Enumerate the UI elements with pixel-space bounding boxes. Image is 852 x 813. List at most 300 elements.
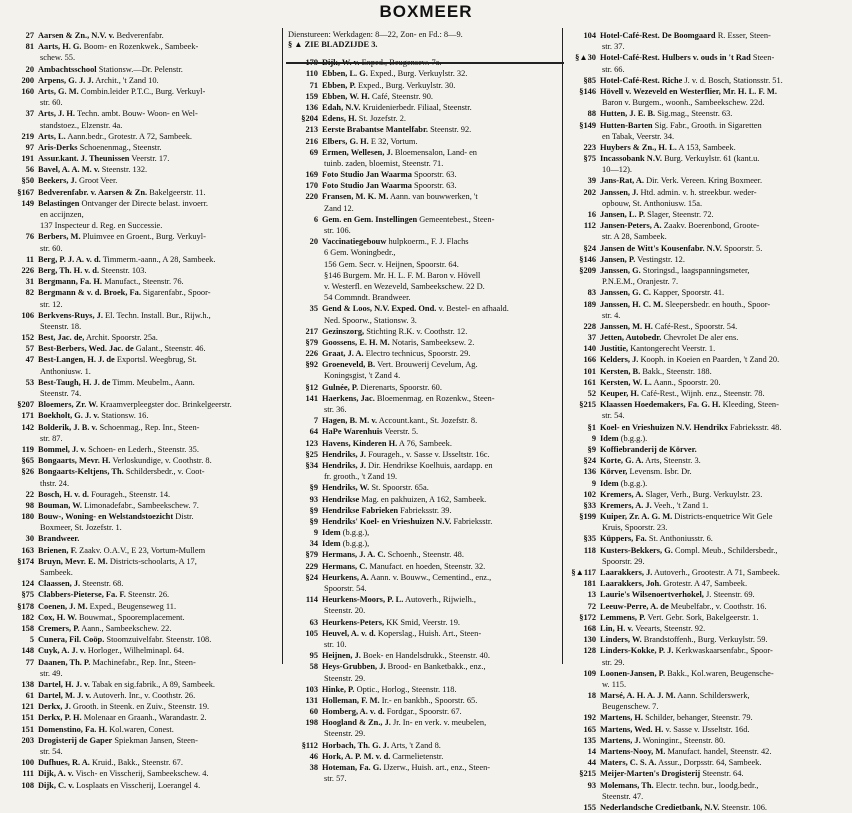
entry-details: Groot Veer.	[78, 176, 118, 186]
entry-details: Vestingstr. 12.	[637, 254, 685, 264]
entry-name: Bergmann, Fa. H.	[38, 277, 102, 287]
directory-entry	[288, 549, 558, 560]
entry-name: Brandweer.	[38, 534, 80, 544]
entry-name: Kremers, A.	[600, 489, 644, 499]
directory-entry	[4, 321, 276, 332]
entry-name: Kremers, A. J.	[600, 500, 652, 510]
entry-details: Zaakv. Boerenbond, Groote-	[663, 221, 760, 231]
entry-details: Schilder, behanger, Steenstr. 79.	[645, 713, 753, 723]
entry-name: Groeneveld, B.	[322, 360, 376, 370]
phone-number: §207	[17, 400, 34, 410]
entry-details: en Tabak, Veerstr. 34.	[602, 131, 675, 141]
phone-number: 9	[313, 528, 318, 538]
directory-entry	[566, 724, 848, 735]
entry-details: Archit. Spoorstr. 25a.	[85, 333, 158, 343]
directory-entry	[566, 455, 848, 466]
entry-name: Hotel-Café-Rest. De Boomgaard	[600, 31, 716, 40]
entry-name: Justitie,	[600, 344, 629, 354]
entry-details: Bakk., Kol.waren, Beugensche-	[667, 668, 774, 678]
phone-number: §33	[583, 500, 596, 510]
phone-number: 97	[25, 142, 34, 152]
directory-entry	[4, 131, 276, 142]
entry-details: Brandstoffenh., Burg. Verkuylstr. 59.	[643, 635, 768, 645]
entry-details: Steenstr. 92.	[430, 125, 472, 135]
directory-entry	[566, 75, 848, 86]
entry-name: Bruyn, Mevr. E. M.	[38, 556, 108, 566]
phone-number: §174	[17, 556, 34, 566]
entry-details: Sambeek.	[40, 568, 73, 577]
directory-entry	[566, 612, 848, 623]
entry-name: Berg, P. J. A. v. d.	[38, 254, 101, 264]
entry-name: HaPe Warenhuis	[322, 427, 383, 437]
directory-entry	[4, 220, 276, 231]
directory-entry	[4, 645, 276, 656]
phone-number: 5	[29, 635, 34, 645]
directory-entry	[566, 399, 848, 410]
directory-entry	[288, 438, 558, 449]
entry-details: Dierenarts, Spoorstr. 60.	[360, 382, 442, 392]
directory-entry	[288, 594, 558, 605]
phone-number: 136	[305, 102, 318, 112]
phone-number: 7	[313, 416, 318, 426]
entry-name: Derkx, J.	[38, 702, 71, 712]
directory-entry	[288, 348, 558, 359]
entry-name: Heijnen, J.	[322, 651, 361, 661]
entry-details: str. 60.	[40, 243, 63, 253]
entry-name: Idem	[322, 539, 341, 549]
entry-name: Beekers, J.	[38, 176, 77, 186]
entry-name: Ebben, W. H.	[322, 91, 370, 101]
directory-entry	[4, 657, 276, 668]
phone-number: 128	[583, 646, 596, 656]
entry-details: Galant., Steenstr. 46.	[135, 344, 206, 354]
entry-details: standstoez., Elzenstr. 4a.	[40, 120, 123, 130]
entry-name: Heuvel, A. v. d.	[322, 628, 376, 638]
entry-name: Hermans, J. A. C.	[322, 550, 386, 560]
directory-entry	[4, 299, 276, 310]
entry-details: Distr.	[175, 512, 194, 522]
phone-number: §▲117	[571, 568, 596, 577]
directory-entry	[566, 746, 848, 757]
entry-name: Gem. en Gem. Instellingen	[322, 214, 418, 224]
phone-number: 38	[309, 763, 318, 772]
entry-name: Hövell v. Wezeveld en Westerflier, Mr. H. L. F. M.	[600, 86, 777, 96]
directory-entry	[566, 478, 848, 489]
entry-name: Hork, A. P. M. v. d.	[322, 751, 391, 761]
phone-number: 98	[25, 500, 34, 510]
phone-number: §146	[579, 254, 596, 264]
entry-details: Aann. Schilderswerk,	[677, 691, 750, 701]
directory-entry	[4, 511, 276, 522]
phone-number: 30	[25, 534, 34, 544]
entry-details: Boxmeer, St. Jozefstr. 1.	[40, 523, 122, 533]
entry-details: str. 49.	[40, 668, 63, 678]
phone-number: 95	[309, 651, 318, 661]
phone-number: §34	[305, 460, 318, 470]
phone-number: 58	[309, 662, 318, 672]
entry-details: str. 57.	[324, 774, 347, 784]
phone-number: §199	[579, 512, 596, 522]
directory-entry	[288, 236, 558, 247]
directory-entry	[288, 695, 558, 706]
entry-details: Baron v. Burgem., woonh., Sambeekschew. 22d.	[602, 98, 765, 108]
entry-details: Slager, Verh., Burg. Verkuylstr. 23.	[645, 489, 763, 499]
entry-name: Dufhues, R. A.	[38, 758, 90, 768]
entry-details: schew. 55.	[40, 53, 76, 63]
phone-number: 158	[21, 623, 34, 633]
directory-entry	[288, 169, 558, 180]
phone-number: 101	[583, 366, 596, 376]
phone-number: 22	[25, 489, 34, 499]
directory-entry	[566, 209, 848, 220]
directory-entry	[4, 567, 276, 578]
entry-name: Bouman, W.	[38, 500, 82, 510]
entry-details: str. 54.	[602, 411, 625, 421]
entry-details: Sig. Fabr., Grooth. in Sigaretten	[654, 120, 762, 130]
entry-details: Schoen- en Lederh., Steenstr. 35.	[88, 444, 199, 454]
directory-entry	[288, 605, 558, 616]
entry-name: Hendriks, J.	[322, 449, 366, 459]
entry-details: Burg. Verkuylstr. 61 (kant.u.	[664, 154, 760, 164]
entry-details: Boom- en Rozenkwek., Sambeek-	[83, 42, 199, 52]
entry-name: Hotel-Café-Rest. Riche	[600, 75, 683, 85]
directory-entry	[566, 265, 848, 276]
phone-number: 81	[25, 42, 34, 52]
directory-entry	[4, 556, 276, 567]
entry-details: (b.g.g.),	[342, 528, 370, 538]
entry-name: Arts, L.	[38, 131, 66, 141]
entry-details: fr. grooth., 't Zand 19.	[324, 472, 398, 482]
entry-name: Jansen-Peters, A.	[600, 221, 662, 231]
directory-entry	[4, 388, 276, 399]
entry-name: Lin, H. v.	[600, 623, 634, 633]
directory-entry	[288, 80, 558, 91]
phone-number: 69	[309, 147, 318, 157]
entry-name: Clabbers-Pieterse, Fa. F.	[38, 590, 126, 600]
directory-entry	[4, 433, 276, 444]
directory-entry	[288, 538, 558, 549]
entry-details: Café, Steenstr. 90.	[371, 91, 433, 101]
phone-number: §25	[305, 449, 318, 459]
directory-entry	[4, 254, 276, 265]
entry-details: Exportsl. Weegbrug, St.	[116, 355, 197, 365]
directory-entry	[4, 735, 276, 746]
directory-entry	[566, 388, 848, 399]
entry-details: Spiekman Jansen, Steen-	[114, 735, 198, 745]
phone-number: 228	[583, 321, 596, 331]
directory-entry	[566, 433, 848, 444]
entry-details: Kraamverpleegster doc. Brinkelgeerstr.	[100, 400, 232, 410]
phone-number: 46	[309, 751, 318, 761]
directory-entry	[4, 578, 276, 589]
directory-entry	[288, 382, 558, 393]
directory-entry	[288, 315, 558, 326]
phone-number: §9	[309, 483, 318, 493]
directory-entry	[566, 64, 848, 75]
directory-entry	[4, 545, 276, 556]
directory-entry	[566, 377, 848, 388]
phone-number: 13	[587, 590, 596, 600]
directory-entry	[288, 180, 558, 191]
directory-entry	[4, 712, 276, 723]
phone-number: 166	[583, 355, 596, 365]
directory-entry	[566, 343, 848, 354]
entry-name: Hutten, J. E. B.	[600, 109, 656, 119]
entry-name: Homberg, A. v. d.	[322, 707, 385, 717]
directory-entry	[566, 131, 848, 142]
directory-entry	[566, 735, 848, 746]
entry-details: Spoorstr. 29.	[602, 556, 645, 566]
phone-number: 16	[587, 210, 596, 219]
directory-entry	[288, 292, 558, 303]
entry-details: Autoverh., Rijwielh.,	[405, 595, 476, 605]
directory-entry	[4, 500, 276, 511]
phone-number: 76	[25, 232, 34, 242]
entry-name: Jansen, P.	[600, 254, 636, 264]
service-hours-text: Dienstureen: Werkdagen: 8—22, Zon- en Fd.: 8—9.	[288, 30, 463, 39]
directory-entry	[566, 287, 848, 298]
directory-entry	[566, 690, 848, 701]
phone-number: 216	[305, 136, 318, 146]
entry-details: Schildersbedr., v. Coot-	[125, 467, 205, 477]
entry-name: Best-Langen, H. J. de	[38, 355, 115, 365]
phone-number: §112	[301, 740, 318, 750]
entry-name: Edens, H.	[322, 114, 357, 124]
entry-name: Molemans, Th.	[600, 780, 654, 790]
entry-name: Cox, H. W.	[38, 612, 77, 622]
entry-details: Café-Rest., Wijnh. enz., Steenstr. 78.	[641, 389, 765, 398]
entry-details: Spoorstr. 5.	[723, 243, 763, 253]
directory-entry	[4, 757, 276, 768]
directory-entry	[566, 187, 848, 198]
phone-number: 9	[591, 433, 596, 443]
directory-entry	[566, 321, 848, 332]
entry-details: Bloemensalon, Land- en	[394, 147, 477, 157]
directory-entry	[566, 366, 848, 377]
directory-entry	[566, 634, 848, 645]
phone-number: §209	[579, 265, 596, 275]
phone-number: 198	[305, 718, 318, 728]
entry-name: Dartel, H. J. v.	[38, 679, 90, 689]
entry-details: Optic., Horlog., Steenstr. 118.	[356, 684, 457, 694]
directory-entry	[566, 276, 848, 287]
entry-details: Fabrieksstr. 48.	[730, 422, 782, 432]
entry-details: Electr. techn. bur., loodg.bedr.,	[655, 780, 759, 790]
phone-number: §79	[305, 550, 318, 560]
directory-entry	[288, 684, 558, 695]
directory-entry	[288, 673, 558, 684]
header-rule	[286, 62, 564, 64]
entry-details: Slager, Steenstr. 72.	[647, 210, 714, 219]
phone-number: 192	[583, 713, 596, 723]
entry-details: Steenstr. 20.	[324, 606, 366, 616]
entry-details: KK Smid, Veerstr. 19.	[386, 617, 461, 627]
directory-entry	[4, 52, 276, 63]
directory-entry	[288, 326, 558, 337]
entry-name: Kuiper, Zr. A. G. M.	[600, 512, 673, 522]
entry-details: Aann., Spoorstr. 20.	[653, 377, 721, 387]
entry-name: Ambachtsschool	[38, 64, 97, 74]
entry-details: Aann., Sambeekschew. 22.	[81, 623, 172, 633]
entry-details: Compl. Meub., Schildersbedr.,	[674, 545, 778, 555]
directory-entry	[288, 136, 558, 147]
phone-number: 110	[305, 69, 318, 79]
directory-entry	[4, 120, 276, 131]
entry-name: Vaccinatiegebouw	[322, 237, 387, 247]
directory-entry	[4, 86, 276, 97]
entry-name: Berg, Th. H. v. d.	[38, 265, 100, 275]
phone-number: 130	[583, 635, 596, 645]
directory-entry	[4, 701, 276, 712]
entry-name: Cunera, Fil. Coöp.	[38, 635, 105, 645]
directory-entry	[4, 612, 276, 623]
directory-entry	[566, 668, 848, 679]
page-title: BOXMEER	[379, 2, 473, 21]
entry-details: Horloger., Wilhelminapl. 64.	[87, 646, 185, 656]
phone-number: 47	[25, 355, 34, 365]
directory-entry	[4, 377, 276, 388]
entry-details: Ontvanger der Directe belast. invoerr.	[81, 198, 209, 208]
entry-details: Aann. van bouwwerken, 't	[389, 192, 478, 202]
entry-name: Martens, J.	[600, 735, 641, 745]
entry-name: Loonen-Jansen, P.	[600, 668, 666, 678]
phone-number: 219	[21, 131, 34, 141]
entry-details: Bloemenmag. en Rozenkw., Steen-	[376, 393, 495, 403]
directory-entry	[288, 147, 558, 158]
directory-entry	[288, 303, 558, 314]
directory-column-2	[288, 30, 558, 784]
entry-name: Bolderik, J. B. v.	[38, 422, 98, 432]
directory-entry	[566, 108, 848, 119]
entry-details: Bakk., Steenstr. 188.	[642, 366, 712, 376]
phone-number: 131	[305, 695, 318, 705]
directory-entry	[288, 449, 558, 460]
entry-details: str. 4.	[602, 310, 621, 320]
directory-entry	[4, 287, 276, 298]
directory-entry	[4, 533, 276, 544]
entry-name: Goossens, E. H. M.	[322, 337, 390, 347]
directory-entry	[566, 254, 848, 265]
directory-entry	[288, 494, 558, 505]
entry-name: Martens-Nooy, M.	[600, 747, 666, 756]
see-page-note: § ▲ ZIE BLADZIJDE 3.	[288, 39, 378, 49]
entry-name: Dijk, C. v.	[38, 780, 75, 790]
entry-details: Fordgar., Spoorstr. 67.	[386, 707, 462, 717]
entry-name: Elbers, G. H.	[322, 136, 369, 146]
phone-number: 31	[25, 277, 34, 287]
entry-details: Stationsw.—Dr. Pelenstr.	[98, 64, 183, 74]
directory-entry	[288, 281, 558, 292]
directory-entry	[566, 657, 848, 668]
directory-entry	[4, 310, 276, 321]
entry-name: Janssen, G. C.	[600, 288, 651, 298]
entry-details: Fabrieksstr.	[453, 516, 493, 526]
phone-number: §12	[305, 382, 318, 392]
entry-name: Huybers & Zn., H. L.	[600, 142, 677, 152]
entry-details: Zand 12.	[324, 203, 354, 213]
directory-entry	[4, 522, 276, 533]
entry-details: Steenstr. 47.	[602, 791, 644, 801]
directory-entry	[4, 489, 276, 500]
entry-name: Horbach, Th. G. J.	[322, 740, 390, 750]
entry-details: P.N.E.M., Oranjestr. 7.	[602, 277, 679, 287]
entry-details: Grotestr. A 47, Sambeek.	[663, 579, 748, 589]
phone-number: 114	[305, 595, 318, 605]
entry-details: str. 36.	[324, 405, 347, 414]
phone-number: 148	[21, 646, 34, 656]
directory-entry	[288, 113, 558, 124]
entry-details: Steenstr. 132.	[101, 165, 148, 175]
directory-entry	[4, 175, 276, 186]
entry-details: IJzerw., Huish. art., enz., Steen-	[383, 763, 491, 772]
entry-details: Notaris, Sambeeksew. 2.	[391, 337, 475, 347]
directory-entry	[288, 259, 558, 270]
directory-entry	[566, 354, 848, 365]
entry-name: Kusters-Bekkers, G.	[600, 545, 673, 555]
entry-details: Machinefabr., Rep. Inr., Steen-	[92, 657, 196, 667]
directory-entry	[288, 583, 558, 594]
directory-entry	[288, 773, 558, 784]
entry-details: Steenstr. 68.	[82, 579, 124, 589]
phone-number: §215	[579, 400, 596, 410]
phone-number: 44	[587, 758, 596, 768]
entry-name: Marsé, A. H. A. J. M.	[600, 691, 676, 701]
directory-entry	[288, 124, 558, 135]
entry-name: Hinke, P.	[322, 684, 355, 694]
entry-details: Spoorstr. 63.	[413, 170, 457, 180]
phone-number: 151	[21, 713, 34, 723]
directory-entry	[4, 690, 276, 701]
directory-entry	[566, 422, 848, 433]
directory-entry	[566, 712, 848, 723]
entry-details: str. 60.	[40, 98, 63, 108]
entry-details: hulpkoerm., F. J. Flachs	[388, 237, 469, 247]
entry-name: Ebben, L. G.	[322, 69, 368, 79]
entry-details: Timm. Meubelm., Aann.	[112, 377, 195, 387]
entry-details: Sigarenfabr., Spoor-	[143, 288, 211, 298]
directory-entry	[566, 768, 848, 779]
entry-name: Gulnée, P.	[322, 382, 359, 392]
directory-entry	[566, 701, 848, 712]
entry-details: Aann.bedr., Grotestr. A 72, Sambeek.	[67, 131, 193, 141]
phone-number: 82	[25, 288, 34, 298]
entry-name: Bedverenfabr. v. Aarsen & Zn.	[38, 187, 148, 197]
phone-number: 213	[305, 125, 318, 135]
entry-name: Best, Jac. de,	[38, 333, 85, 343]
entry-details: Kantongerecht Veerstr. 1.	[630, 344, 716, 354]
entry-name: Eerste Brabantse Mantelfabr.	[322, 125, 428, 135]
entry-details: Electro technicus, Spoorstr. 29.	[365, 349, 471, 359]
phone-number: 140	[583, 344, 596, 354]
entry-details: Steen-	[752, 53, 775, 63]
entry-name: Holleman, F. M.	[322, 695, 380, 705]
entry-name: Belastingen	[38, 198, 80, 208]
entry-name: Meijer-Marten's Drogisterij	[600, 769, 701, 779]
phone-number: 104	[583, 31, 596, 40]
directory-entry	[4, 466, 276, 477]
entry-details: Account.kant., St. Jozefstr. 8.	[378, 416, 478, 426]
entry-details: Districts-enquetrice Wit Gele	[674, 512, 773, 522]
entry-name: Cuyk, A. J. v.	[38, 646, 86, 656]
phone-number: 77	[25, 657, 34, 667]
phone-number: 124	[21, 579, 34, 589]
entry-name: Foto Studio Jan Waarma	[322, 181, 412, 191]
entry-details: Techn. ambt. Bouw- Woon- en Wel-	[76, 109, 198, 119]
directory-entry	[4, 601, 276, 612]
entry-name: Dartel, M. J. v.	[38, 691, 92, 701]
entry-name: Haerkens, Jac.	[322, 393, 375, 403]
entry-name: Fransen, M. K. M.	[322, 192, 389, 202]
